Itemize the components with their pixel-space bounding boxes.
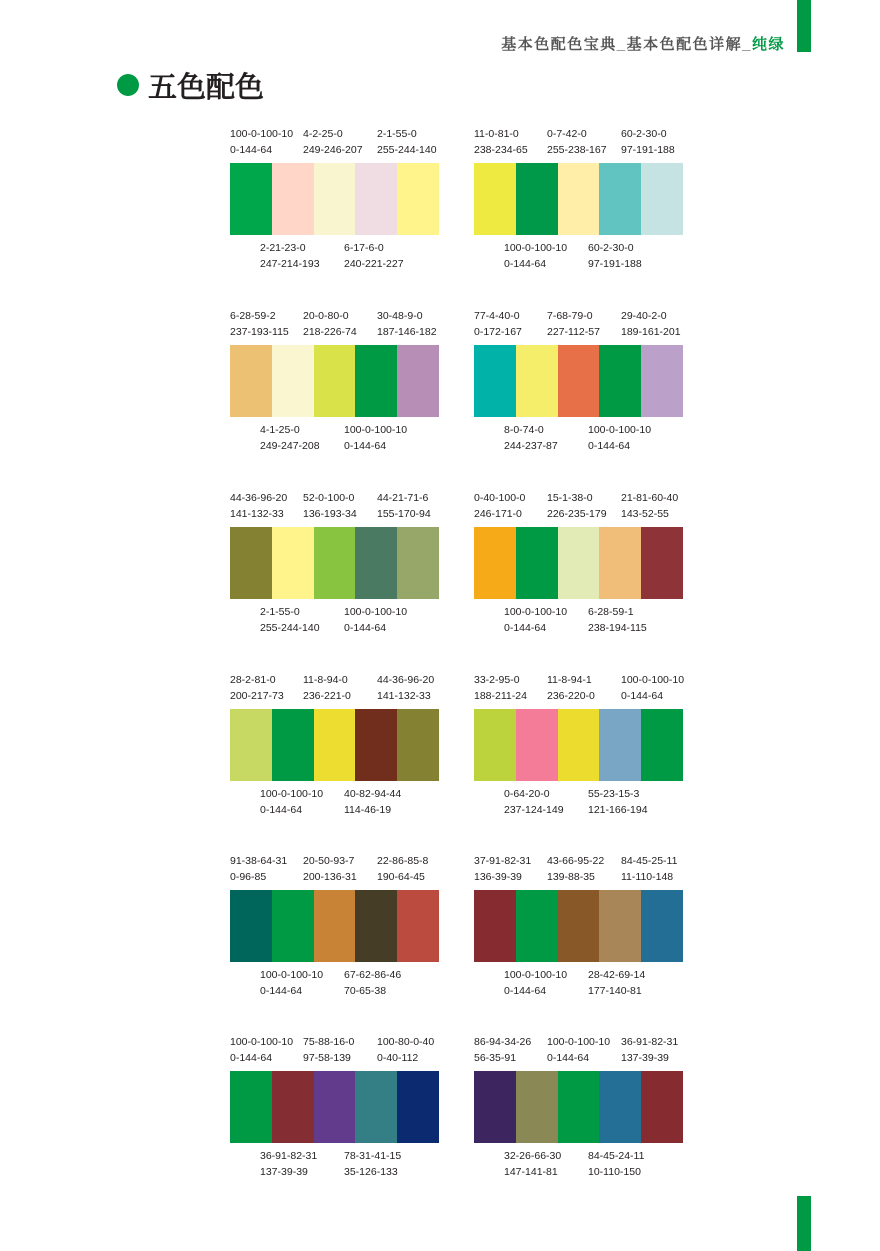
palette-card (474, 490, 684, 640)
rgb-value: 121-166-194 (588, 804, 648, 816)
rgb-value: 0-144-64 (547, 1052, 590, 1064)
color-code-label (344, 786, 401, 818)
color-code-label (260, 240, 320, 272)
color-swatch (641, 1071, 683, 1143)
color-code-label (621, 126, 675, 158)
color-code-label (547, 308, 600, 340)
bottom-green-tab (797, 1196, 811, 1251)
color-swatch (314, 709, 356, 781)
cmyk-value: 29-40-2-0 (621, 310, 667, 322)
swatch-strip (230, 1071, 439, 1143)
color-code-label (621, 1034, 678, 1066)
cmyk-value: 100-0-100-10 (260, 969, 324, 981)
palette-card (474, 853, 684, 1003)
color-swatch (314, 527, 356, 599)
rgb-value: 141-132-33 (230, 508, 284, 520)
color-swatch (474, 345, 516, 417)
color-swatch (355, 163, 397, 235)
color-swatch (355, 527, 397, 599)
cmyk-value: 37-91-82-31 (474, 855, 532, 867)
cmyk-value: 44-21-71-6 (377, 492, 429, 504)
rgb-value: 189-161-201 (621, 326, 681, 338)
cmyk-value: 44-36-96-20 (377, 674, 435, 686)
color-swatch (516, 890, 558, 962)
rgb-value: 0-144-64 (588, 440, 631, 452)
color-code-label (621, 490, 678, 522)
color-swatch (272, 709, 314, 781)
color-code-label (377, 126, 437, 158)
color-code-label (260, 422, 320, 454)
cmyk-value: 100-0-100-10 (621, 674, 685, 686)
rgb-value: 0-144-64 (504, 985, 547, 997)
rgb-value: 218-226-74 (303, 326, 357, 338)
color-code-label (588, 604, 647, 636)
palette-card (230, 126, 440, 276)
cmyk-value: 30-48-9-0 (377, 310, 423, 322)
rgb-value: 0-96-85 (230, 871, 267, 883)
color-code-label (303, 1034, 354, 1066)
swatch-strip (474, 890, 683, 962)
swatch-strip (474, 709, 683, 781)
rgb-value: 236-220-0 (547, 690, 595, 702)
rgb-value: 244-237-87 (504, 440, 558, 452)
color-code-label (344, 1148, 401, 1180)
rgb-value: 237-124-149 (504, 804, 564, 816)
color-swatch (355, 345, 397, 417)
rgb-value: 136-193-34 (303, 508, 357, 520)
cmyk-value: 28-2-81-0 (230, 674, 276, 686)
cmyk-value: 32-26-66-30 (504, 1150, 562, 1162)
color-swatch (558, 345, 600, 417)
rgb-value: 0-144-64 (260, 985, 303, 997)
color-swatch (355, 890, 397, 962)
rgb-value: 143-52-55 (621, 508, 669, 520)
color-code-label (303, 853, 357, 885)
color-swatch (599, 1071, 641, 1143)
color-swatch (230, 527, 272, 599)
color-code-label (547, 490, 607, 522)
rgb-value: 11-110-148 (621, 871, 674, 883)
cmyk-value: 36-91-82-31 (621, 1036, 679, 1048)
color-code-label (474, 490, 525, 522)
color-swatch (230, 1071, 272, 1143)
cmyk-value: 100-0-100-10 (504, 606, 568, 618)
cmyk-value: 91-38-64-31 (230, 855, 288, 867)
cmyk-value: 6-28-59-1 (588, 606, 634, 618)
page-header (501, 33, 785, 54)
color-code-label (588, 786, 648, 818)
color-swatch (558, 527, 600, 599)
rgb-value: 238-194-115 (588, 622, 647, 634)
color-swatch (641, 890, 683, 962)
color-swatch (474, 709, 516, 781)
palette-card (230, 853, 440, 1003)
rgb-value: 0-144-64 (504, 258, 547, 270)
rgb-value: 0-40-112 (377, 1052, 419, 1064)
cmyk-value: 43-66-95-22 (547, 855, 605, 867)
rgb-value: 137-39-39 (260, 1166, 308, 1178)
color-swatch (397, 890, 439, 962)
rgb-value: 237-193-115 (230, 326, 289, 338)
color-swatch (230, 345, 272, 417)
rgb-value: 0-144-64 (260, 804, 303, 816)
cmyk-value: 100-0-100-10 (344, 424, 408, 436)
color-code-label (344, 240, 404, 272)
color-swatch (516, 709, 558, 781)
rgb-value: 97-191-188 (621, 144, 675, 156)
palette-card (474, 672, 684, 822)
color-code-label (474, 308, 522, 340)
color-code-label (230, 1034, 293, 1066)
rgb-value: 200-217-73 (230, 690, 284, 702)
color-code-label (377, 490, 431, 522)
cmyk-value: 2-1-55-0 (377, 128, 417, 140)
rgb-value: 188-211-24 (474, 690, 527, 702)
cmyk-value: 7-68-79-0 (547, 310, 593, 322)
color-code-label (504, 786, 564, 818)
rgb-value: 0-144-64 (504, 622, 547, 634)
color-swatch (641, 709, 683, 781)
cmyk-value: 52-0-100-0 (303, 492, 355, 504)
cmyk-value: 0-40-100-0 (474, 492, 526, 504)
swatch-strip (230, 890, 439, 962)
cmyk-value: 0-7-42-0 (547, 128, 587, 140)
rgb-value: 141-132-33 (377, 690, 431, 702)
color-code-label (344, 604, 407, 636)
color-code-label (260, 967, 323, 999)
cmyk-value: 0-64-20-0 (504, 788, 550, 800)
color-swatch (599, 345, 641, 417)
color-code-label (377, 672, 434, 704)
rgb-value: 177-140-81 (588, 985, 642, 997)
cmyk-value: 8-0-74-0 (504, 424, 544, 436)
cmyk-value: 36-91-82-31 (260, 1150, 318, 1162)
palette-card (230, 490, 440, 640)
color-code-label (344, 422, 407, 454)
rgb-value: 255-244-140 (260, 622, 320, 634)
swatch-strip (230, 163, 439, 235)
cmyk-value: 2-21-23-0 (260, 242, 306, 254)
cmyk-value: 40-82-94-44 (344, 788, 402, 800)
rgb-value: 0-144-64 (230, 144, 273, 156)
rgb-value: 236-221-0 (303, 690, 351, 702)
swatch-strip (474, 527, 683, 599)
rgb-value: 0-144-64 (230, 1052, 273, 1064)
cmyk-value: 100-0-100-10 (504, 242, 568, 254)
header-highlight: 纯绿 (751, 36, 785, 53)
cmyk-value: 100-0-100-10 (260, 788, 324, 800)
rgb-value: 0-144-64 (621, 690, 664, 702)
rgb-value: 255-238-167 (547, 144, 607, 156)
color-swatch (474, 890, 516, 962)
color-swatch (397, 709, 439, 781)
rgb-value: 0-172-167 (474, 326, 522, 338)
rgb-value: 10-110-150 (588, 1166, 641, 1178)
title-bullet-icon (117, 74, 139, 96)
cmyk-value: 11-0-81-0 (474, 128, 519, 140)
rgb-value: 226-235-179 (547, 508, 607, 520)
swatch-strip (474, 163, 683, 235)
color-swatch (272, 345, 314, 417)
rgb-value: 97-58-139 (303, 1052, 351, 1064)
palette-card (474, 1034, 684, 1184)
color-code-label (588, 422, 651, 454)
color-code-label (474, 672, 527, 704)
color-swatch (599, 527, 641, 599)
color-swatch (230, 163, 272, 235)
rgb-value: 35-126-133 (344, 1166, 398, 1178)
color-swatch (272, 527, 314, 599)
color-swatch (272, 163, 314, 235)
color-code-label (547, 1034, 610, 1066)
color-code-label (230, 672, 284, 704)
cmyk-value: 67-62-86-46 (344, 969, 402, 981)
rgb-value: 139-88-35 (547, 871, 595, 883)
swatch-strip (474, 345, 683, 417)
section-title: 五色配色 (148, 72, 265, 104)
color-code-label (547, 672, 595, 704)
cmyk-value: 100-0-100-10 (504, 969, 568, 981)
color-code-label (377, 308, 437, 340)
color-code-label (504, 422, 558, 454)
swatch-strip (230, 527, 439, 599)
cmyk-value: 100-0-100-10 (547, 1036, 611, 1048)
color-code-label (621, 308, 681, 340)
cmyk-value: 22-86-85-8 (377, 855, 429, 867)
color-code-label (303, 308, 357, 340)
palette-card (230, 672, 440, 822)
color-code-label (377, 1034, 434, 1066)
rgb-value: 147-141-81 (504, 1166, 558, 1178)
color-code-label (230, 490, 287, 522)
cmyk-value: 100-0-100-10 (230, 128, 294, 140)
color-code-label (504, 240, 567, 272)
swatch-strip (474, 1071, 683, 1143)
rgb-value: 249-246-207 (303, 144, 363, 156)
cmyk-value: 6-17-6-0 (344, 242, 384, 254)
color-swatch (516, 1071, 558, 1143)
color-code-label (260, 1148, 317, 1180)
rgb-value: 249-247-208 (260, 440, 320, 452)
color-code-label (303, 490, 357, 522)
cmyk-value: 100-0-100-10 (230, 1036, 294, 1048)
rgb-value: 255-244-140 (377, 144, 437, 156)
color-swatch (558, 709, 600, 781)
rgb-value: 227-112-57 (547, 326, 600, 338)
color-swatch (474, 1071, 516, 1143)
rgb-value: 155-170-94 (377, 508, 431, 520)
color-swatch (397, 345, 439, 417)
color-swatch (641, 345, 683, 417)
rgb-value: 0-144-64 (344, 622, 387, 634)
color-swatch (474, 527, 516, 599)
color-swatch (516, 345, 558, 417)
color-code-label (474, 853, 531, 885)
color-code-label (303, 126, 363, 158)
color-swatch (599, 163, 641, 235)
rgb-value: 247-214-193 (260, 258, 320, 270)
rgb-value: 70-65-38 (344, 985, 387, 997)
color-code-label (504, 967, 567, 999)
color-swatch (599, 709, 641, 781)
color-swatch (230, 890, 272, 962)
cmyk-value: 75-88-16-0 (303, 1036, 355, 1048)
color-code-label (588, 1148, 644, 1180)
color-swatch (314, 890, 356, 962)
color-code-label (621, 853, 677, 885)
color-swatch (516, 163, 558, 235)
cmyk-value: 78-31-41-15 (344, 1150, 402, 1162)
color-code-label (588, 967, 645, 999)
color-swatch (516, 527, 558, 599)
color-code-label (504, 1148, 561, 1180)
cmyk-value: 11-8-94-0 (303, 674, 348, 686)
palette-card (230, 308, 440, 458)
rgb-value: 0-144-64 (344, 440, 387, 452)
color-swatch (230, 709, 272, 781)
cmyk-value: 20-50-93-7 (303, 855, 355, 867)
rgb-value: 56-35-91 (474, 1052, 517, 1064)
color-code-label (230, 853, 287, 885)
color-code-label (547, 126, 607, 158)
cmyk-value: 21-81-60-40 (621, 492, 679, 504)
cmyk-value: 15-1-38-0 (547, 492, 593, 504)
rgb-value: 200-136-31 (303, 871, 357, 883)
color-code-label (303, 672, 351, 704)
color-code-label (504, 604, 567, 636)
color-swatch (314, 163, 356, 235)
color-swatch (558, 1071, 600, 1143)
cmyk-value: 55-23-15-3 (588, 788, 640, 800)
color-swatch (641, 163, 683, 235)
color-code-label (474, 126, 528, 158)
palette-card (230, 1034, 440, 1184)
cmyk-value: 6-28-59-2 (230, 310, 276, 322)
cmyk-value: 60-2-30-0 (621, 128, 667, 140)
cmyk-value: 33-2-95-0 (474, 674, 520, 686)
color-swatch (397, 1071, 439, 1143)
cmyk-value: 84-45-24-11 (588, 1150, 645, 1162)
palette-card (474, 308, 684, 458)
rgb-value: 240-221-227 (344, 258, 404, 270)
top-green-tab (797, 0, 811, 52)
color-swatch (314, 345, 356, 417)
color-code-label (344, 967, 401, 999)
color-swatch (558, 890, 600, 962)
cmyk-value: 11-8-94-1 (547, 674, 592, 686)
color-swatch (355, 1071, 397, 1143)
cmyk-value: 60-2-30-0 (588, 242, 634, 254)
swatch-strip (230, 345, 439, 417)
color-swatch (397, 527, 439, 599)
color-code-label (230, 308, 289, 340)
color-code-label (260, 786, 323, 818)
color-swatch (474, 163, 516, 235)
color-swatch (355, 709, 397, 781)
color-code-label (621, 672, 684, 704)
color-code-label (547, 853, 604, 885)
color-code-label (377, 853, 428, 885)
rgb-value: 238-234-65 (474, 144, 528, 156)
cmyk-value: 77-4-40-0 (474, 310, 520, 322)
color-code-label (230, 126, 293, 158)
cmyk-value: 28-42-69-14 (588, 969, 646, 981)
cmyk-value: 44-36-96-20 (230, 492, 288, 504)
cmyk-value: 100-80-0-40 (377, 1036, 435, 1048)
rgb-value: 136-39-39 (474, 871, 522, 883)
color-swatch (397, 163, 439, 235)
color-swatch (272, 1071, 314, 1143)
cmyk-value: 86-94-34-26 (474, 1036, 532, 1048)
swatch-strip (230, 709, 439, 781)
color-swatch (272, 890, 314, 962)
rgb-value: 190-64-45 (377, 871, 425, 883)
rgb-value: 97-191-188 (588, 258, 642, 270)
palette-card (474, 126, 684, 276)
cmyk-value: 2-1-55-0 (260, 606, 300, 618)
rgb-value: 246-171-0 (474, 508, 522, 520)
rgb-value: 114-46-19 (344, 804, 392, 816)
color-swatch (558, 163, 600, 235)
color-code-label (260, 604, 320, 636)
color-swatch (314, 1071, 356, 1143)
cmyk-value: 100-0-100-10 (344, 606, 408, 618)
color-code-label (474, 1034, 531, 1066)
cmyk-value: 20-0-80-0 (303, 310, 349, 322)
cmyk-value: 4-2-25-0 (303, 128, 343, 140)
cmyk-value: 4-1-25-0 (260, 424, 300, 436)
color-code-label (588, 240, 642, 272)
color-swatch (599, 890, 641, 962)
cmyk-value: 84-45-25-11 (621, 855, 678, 867)
rgb-value: 187-146-182 (377, 326, 437, 338)
color-swatch (641, 527, 683, 599)
header-text: 基本色配色宝典_基本色配色详解_ (501, 36, 752, 53)
cmyk-value: 100-0-100-10 (588, 424, 652, 436)
rgb-value: 137-39-39 (621, 1052, 669, 1064)
